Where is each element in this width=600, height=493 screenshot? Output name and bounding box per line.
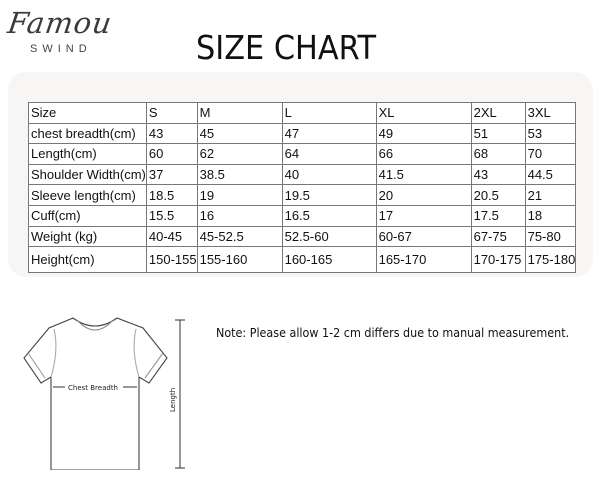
header-cell: S <box>146 103 197 124</box>
table-cell: 165-170 <box>376 247 471 273</box>
table-cell: 45-52.5 <box>197 226 282 247</box>
table-cell: 17.5 <box>471 205 525 226</box>
table-cell: 40 <box>282 164 376 185</box>
table-row <box>29 164 576 185</box>
table-row <box>29 226 576 247</box>
brand-name: Famou <box>5 6 115 40</box>
table-cell: 17 <box>376 205 471 226</box>
header-cell: M <box>197 103 282 124</box>
measurement-note: Note: Please allow 1-2 cm differs due to manual measurement. <box>216 326 570 340</box>
table-row <box>29 185 576 206</box>
table-cell: 60-67 <box>376 226 471 247</box>
table-cell: 75-80 <box>525 226 576 247</box>
table-cell: 47 <box>282 123 376 144</box>
table-cell: 155-160 <box>197 247 282 273</box>
row-label: chest breadth(cm) <box>29 123 147 144</box>
page-title: SIZE CHART <box>196 28 377 67</box>
tshirt-outline-icon <box>24 318 167 470</box>
table-cell: 150-155 <box>146 247 197 273</box>
header-cell: 2XL <box>471 103 525 124</box>
table-cell: 37 <box>146 164 197 185</box>
size-table <box>28 102 576 273</box>
table-row <box>29 205 576 226</box>
table-cell: 18.5 <box>146 185 197 206</box>
table-row <box>29 247 576 273</box>
header-cell: Size <box>29 103 147 124</box>
row-label: Shoulder Width(cm) <box>29 164 147 185</box>
table-cell: 19.5 <box>282 185 376 206</box>
brand-subname: SWIND <box>30 43 92 55</box>
header-cell: XL <box>376 103 471 124</box>
header-cell: L <box>282 103 376 124</box>
table-cell: 45 <box>197 123 282 144</box>
table-cell: 43 <box>471 164 525 185</box>
row-label: Sleeve length(cm) <box>29 185 147 206</box>
row-label: Weight (kg) <box>29 226 147 247</box>
row-label: Length(cm) <box>29 144 147 165</box>
tshirt-diagram <box>15 310 195 470</box>
table-cell: 15.5 <box>146 205 197 226</box>
table-cell: 67-75 <box>471 226 525 247</box>
table-row <box>29 123 576 144</box>
chest-breadth-label: Chest Breadth <box>68 384 118 392</box>
table-cell: 43 <box>146 123 197 144</box>
table-header-row <box>29 103 576 124</box>
header-cell: 3XL <box>525 103 576 124</box>
table-cell: 49 <box>376 123 471 144</box>
table-cell: 70 <box>525 144 576 165</box>
table-cell: 41.5 <box>376 164 471 185</box>
table-cell: 18 <box>525 205 576 226</box>
table-cell: 51 <box>471 123 525 144</box>
table-cell: 16.5 <box>282 205 376 226</box>
table-row <box>29 144 576 165</box>
table-cell: 68 <box>471 144 525 165</box>
table-cell: 160-165 <box>282 247 376 273</box>
table-cell: 19 <box>197 185 282 206</box>
table-cell: 38.5 <box>197 164 282 185</box>
table-cell: 64 <box>282 144 376 165</box>
table-cell: 175-180 <box>525 247 576 273</box>
row-label: Cuff(cm) <box>29 205 147 226</box>
table-cell: 16 <box>197 205 282 226</box>
table-cell: 40-45 <box>146 226 197 247</box>
table-cell: 20.5 <box>471 185 525 206</box>
table-cell: 60 <box>146 144 197 165</box>
table-cell: 44.5 <box>525 164 576 185</box>
table-cell: 62 <box>197 144 282 165</box>
table-cell: 52.5-60 <box>282 226 376 247</box>
table-cell: 170-175 <box>471 247 525 273</box>
table-cell: 21 <box>525 185 576 206</box>
row-label: Height(cm) <box>29 247 147 273</box>
table-cell: 53 <box>525 123 576 144</box>
length-label: Length <box>169 387 177 412</box>
table-cell: 20 <box>376 185 471 206</box>
brand-logo <box>4 6 124 56</box>
table-cell: 66 <box>376 144 471 165</box>
